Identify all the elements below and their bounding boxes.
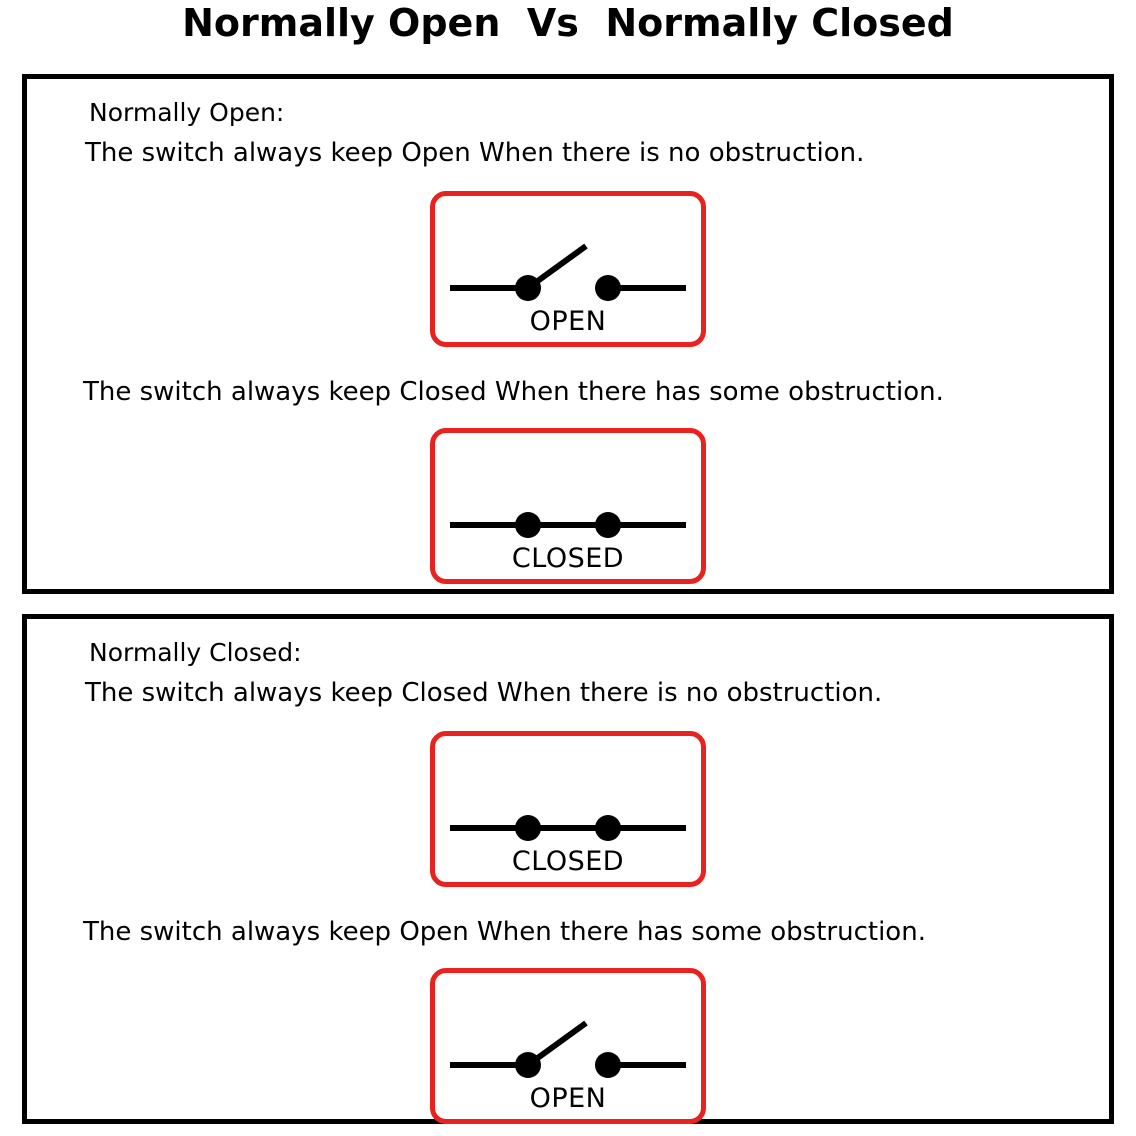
switch-diagram-open-state [27, 191, 1109, 347]
panel-heading: Normally Closed: [89, 638, 302, 667]
panel-description-line-1: The switch always keep Open When there is no obstruction. [85, 137, 865, 168]
panel-description-line-1: The switch always keep Closed When there is no obstruction. [85, 677, 883, 708]
switch-diagram-open-state [27, 968, 1109, 1124]
switch-closed-icon [446, 477, 690, 539]
switch-box [430, 428, 706, 584]
switch-state-label: OPEN [529, 305, 607, 337]
switch-state-label: CLOSED [511, 543, 625, 575]
switch-closed-icon [446, 780, 690, 842]
panel-normally-open [22, 74, 1114, 594]
switch-diagram-closed-state [27, 731, 1109, 887]
panel-description-line-2: The switch always keep Closed When there has some obstruction. [83, 376, 944, 407]
switch-open-icon [446, 1017, 690, 1079]
page-title: Normally Open Vs Normally Closed [182, 1, 954, 45]
panel-normally-closed [22, 614, 1114, 1124]
switch-box [430, 731, 706, 887]
panel-description-line-2: The switch always keep Open When there has some obstruction. [83, 916, 926, 947]
switch-diagram-closed-state [27, 428, 1109, 584]
switch-open-icon [446, 240, 690, 302]
switch-box [430, 191, 706, 347]
switch-state-label: CLOSED [511, 845, 625, 877]
panel-heading: Normally Open: [89, 98, 285, 127]
switch-box [430, 968, 706, 1124]
switch-state-label: OPEN [529, 1083, 607, 1115]
